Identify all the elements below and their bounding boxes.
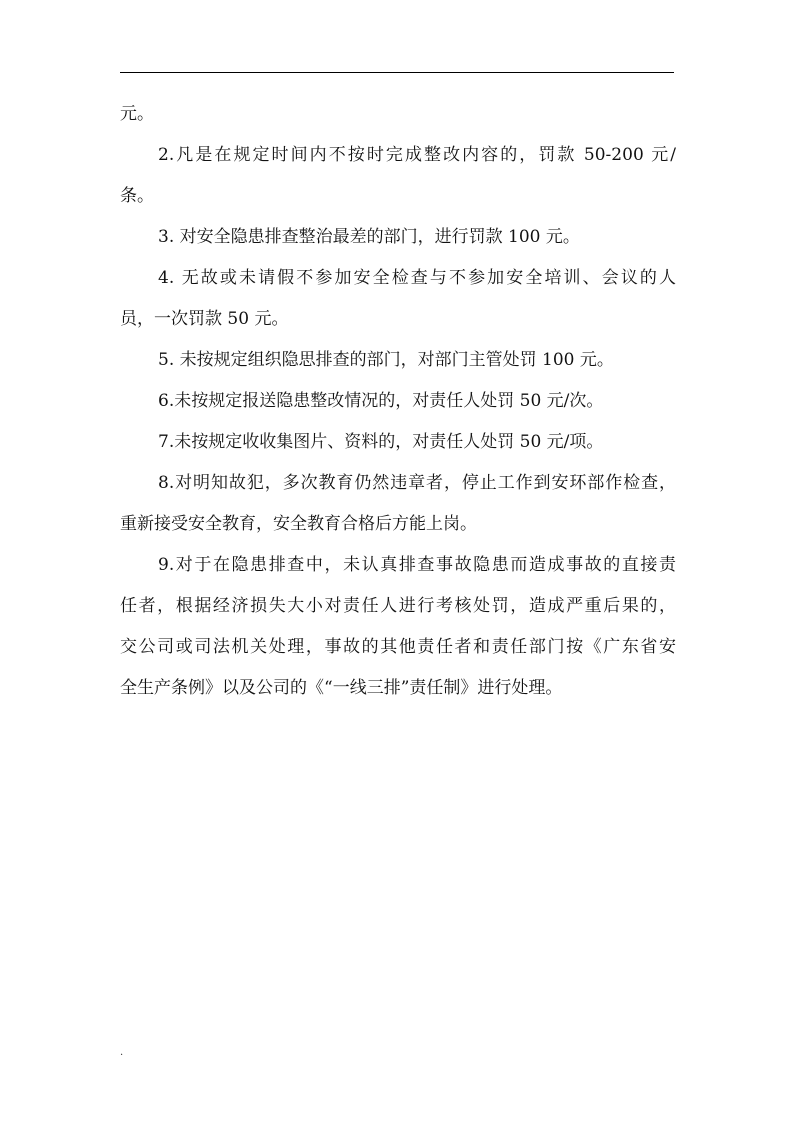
document-body — [120, 94, 676, 709]
line-1: 元。 — [120, 104, 154, 124]
line-3: 条。 — [120, 186, 154, 206]
line-9: 7.未按规定收收集图片、资料的，对责任人处罚 50 元/项。 — [158, 432, 604, 452]
line-4: 3. 对安全隐患排查整治最差的部门，进行罚款 100 元。 — [158, 227, 580, 247]
line-7: 5. 未按规定组织隐思排查的部门，对部门主管处罚 100 元。 — [158, 350, 614, 370]
line-5: 4. 无故或未请假不参加安全检查与不参加安全培训、会议的人 — [158, 268, 676, 288]
line-15: 全生产条例》以及公司的《“一线三排”责任制》进行处理。 — [120, 678, 563, 698]
line-10: 8.对明知故犯，多次教育仍然违章者，停止工作到安环部作检查， — [158, 473, 676, 493]
header-rule — [120, 72, 674, 73]
footer-mark: . — [120, 1047, 124, 1058]
line-11: 重新接受安全教育，安全教育合格后方能上岗。 — [120, 514, 477, 534]
line-2: 2.凡是在规定时间内不按时完成整改内容的，罚款 50-200 元/ — [158, 145, 676, 165]
line-6: 员，一次罚款 50 元。 — [120, 309, 289, 329]
line-8: 6.未按规定报送隐患整改情况的，对责任人处罚 50 元/次。 — [158, 391, 604, 411]
line-13: 任者，根据经济损失大小对责任人进行考核处罚，造成严重后果的， — [120, 596, 676, 616]
line-14: 交公司或司法机关处理，事故的其他责任者和责任部门按《广东省安 — [120, 637, 676, 657]
line-12: 9.对于在隐患排查中，未认真排查事故隐患而造成事故的直接责 — [158, 555, 676, 575]
